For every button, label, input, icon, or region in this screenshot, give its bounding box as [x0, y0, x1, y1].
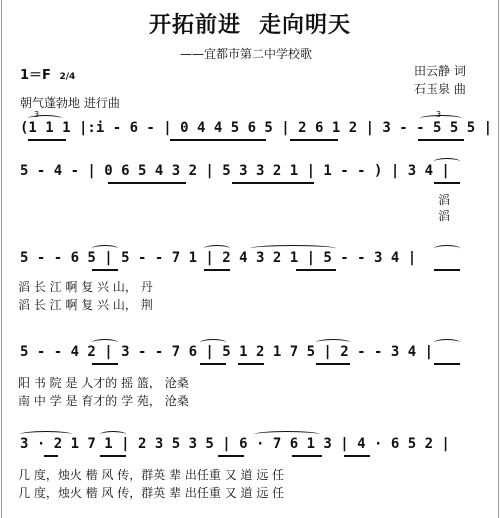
triplet-mark: 3	[34, 110, 40, 119]
notation-line: 3 · 2 1 7 1 | 2 3 5 3 5 | 6 · 7 6 1 3 | 4 · 6 5 2 |	[20, 436, 450, 452]
notation-line: 5 - - 6 5 | 5 - - 7 1 | 2 4 3 2 1 | 5 - - 3 4 |	[20, 250, 417, 266]
underline-mark	[108, 182, 186, 184]
key-signature-text: 1＝F	[20, 68, 51, 83]
lyric-line-1: 几 度，烛火 楷 风 传，群英 辈 出任重 又 道 远 任	[18, 468, 285, 482]
time-signature: 2/4	[59, 72, 76, 82]
song-subtitle: ——宜都市第二中学校歌	[180, 47, 313, 61]
underline-mark	[100, 455, 126, 457]
underline-mark	[316, 363, 350, 365]
underline-mark	[200, 363, 226, 365]
song-title	[0, 8, 500, 39]
underline-mark	[218, 455, 244, 457]
song-title-part2: 走向明天	[259, 12, 352, 38]
lyric-line-1: 滔 长 江 啊 复 兴 山， 丹	[18, 280, 153, 294]
underline-mark	[434, 182, 460, 184]
underline-mark	[238, 363, 264, 365]
slur-mark	[420, 115, 462, 122]
notation-line: 5 - 4 - | 0 6 5 4 3 2 | 5 3 3 2 1 | 1 - - ) | 3 4 |	[20, 163, 450, 179]
tempo-marking: 朝气蓬勃地 进行曲	[20, 96, 120, 110]
lyric-line-2: 滔	[438, 209, 451, 223]
underline-mark	[434, 363, 460, 365]
underline-mark	[92, 269, 118, 271]
composer-credit: 石玉泉 曲	[414, 82, 466, 96]
slur-mark	[434, 245, 460, 252]
triplet-mark: 3	[436, 110, 442, 119]
lyricist-credit: 田云静 词	[414, 64, 466, 78]
underline-mark	[28, 139, 66, 141]
notation-line: 5 - - 4 2 | 3 - - 7 6 | 5 1 2 1 7 5 | 2 - - 3 4 |	[20, 344, 434, 360]
page-border-left	[1, 0, 2, 518]
underline-mark	[296, 269, 336, 271]
page-border-right	[498, 0, 499, 518]
lyric-line-2: 几 度，烛火 楷 风 传，群英 辈 出任重 又 道 远 任	[18, 486, 285, 500]
underline-mark	[232, 182, 314, 184]
underline-mark	[44, 455, 58, 457]
underline-mark	[92, 363, 118, 365]
underline-mark	[434, 269, 460, 271]
underline-mark	[344, 455, 370, 457]
underline-mark	[170, 139, 266, 141]
underline-mark	[204, 269, 230, 271]
notation-line: (1 1 1 |:i - 6 - | 0 4 4 5 6 5 | 2 6 1 2 | 3 - - 5 5 5 |	[20, 120, 493, 136]
slur-mark	[434, 339, 460, 346]
lyric-line-1: 滔	[438, 193, 451, 207]
underline-mark	[290, 139, 338, 141]
lyric-line-2: 滔 长 江 啊 复 兴 山， 荆	[18, 298, 153, 312]
key-signature	[20, 64, 75, 83]
lyric-line-2: 南 中 学 是 育才的 学 苑， 沧桑	[18, 394, 189, 408]
lyric-line-1: 阳 书 院 是 人才的 摇 篮， 沧桑	[18, 376, 189, 390]
underline-mark	[292, 455, 322, 457]
slur-mark	[434, 158, 460, 165]
song-title-part1: 开拓前进	[148, 12, 241, 38]
underline-mark	[418, 139, 464, 141]
